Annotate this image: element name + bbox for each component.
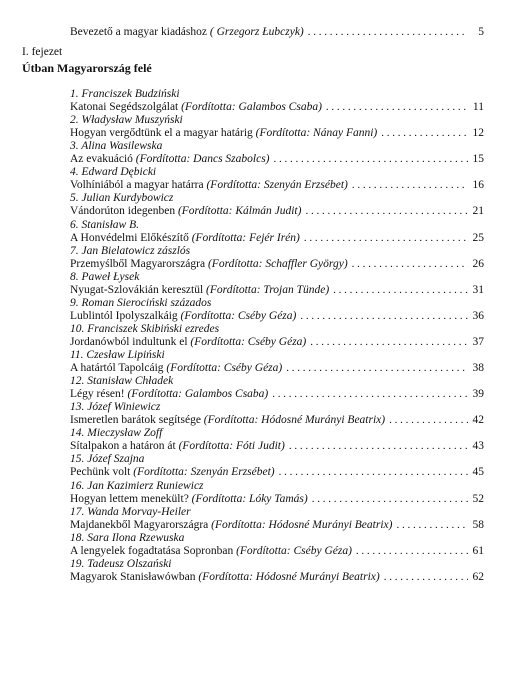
toc-entry-translator: (Fordította: Fóti Judit) [178, 440, 285, 453]
toc-entry-title: A határtól Tapolcáig [70, 362, 164, 374]
leader-dots [300, 308, 468, 324]
toc-entry-page: 21 [472, 205, 484, 218]
toc-entry-translator: (Fordította: Lóky Tamás) [191, 492, 308, 505]
toc-entry-title: Pechünk volt [70, 466, 131, 479]
toc-entry-page: 37 [472, 335, 484, 348]
toc-entry-author: 10. Franciszek Skibiński ezredes [70, 322, 220, 335]
leader-dots [308, 24, 468, 40]
toc-entry-translator: (Fordította: Cséby Géza) [166, 362, 283, 374]
toc-entry-author: 19. Tadeusz Olszański [70, 557, 172, 570]
leader-dots [352, 256, 468, 272]
chapter-title: Útban Magyarország felé [22, 61, 152, 75]
toc-entry-translator: (Fordította: Trojan Tünde) [206, 283, 330, 296]
leader-dots [326, 99, 468, 115]
leader-dots [305, 203, 468, 219]
leader-dots [356, 543, 468, 559]
toc-entry-title-block [70, 569, 380, 585]
toc-intro-title: Bevezető a magyar kiadáshoz [70, 26, 207, 38]
toc-entry-translator: (Fordította: Schaffler György) [207, 257, 348, 270]
toc-entry-title: Ismeretlen barátok segítsége [70, 414, 201, 427]
toc-entry-translator: (Fordította: Galambos Csaba) [127, 388, 269, 401]
toc-entry-page: 58 [472, 518, 484, 531]
toc-entry-author: 4. Edward Dębicki [70, 166, 157, 179]
toc-entry-translator: (Fordította: Cséby Géza) [180, 309, 297, 322]
toc-entry-author: 11. Czesław Lipiński [70, 349, 165, 361]
toc-entry-title: A Honvédelmi Előkészítő [70, 231, 189, 244]
leader-dots [396, 517, 468, 533]
toc-entry-title: Sítalpakon a határon át [70, 440, 176, 453]
toc-entry-page: 12 [472, 127, 484, 140]
toc-entry-translator: (Fordította: Fejér Irén) [191, 231, 300, 244]
toc-entry-title: Lublintól Ipolyszalkáig [70, 309, 178, 322]
toc-entry-page: 62 [472, 570, 484, 583]
toc-entry-translator: (Fordította: Dancs Szabolcs) [135, 153, 270, 166]
toc-entry-title: A lengyelek fogadtatása Sopronban [70, 544, 234, 557]
chapter-label: I. fejezet [22, 46, 63, 58]
toc-entry-title: Hogyan vergődtünk el a magyar határig [70, 127, 253, 140]
toc-entry-author: 2. Władysław Muszyński [70, 114, 183, 127]
leader-dots [312, 491, 468, 507]
toc-entry-author: 17. Wanda Morvay-Heiler [70, 505, 191, 518]
toc-entry-page: 15 [472, 153, 484, 166]
toc-entry-title: Hogyan lettem menekült? [70, 492, 189, 505]
toc-entry-author: 9. Roman Sierociński százados [70, 296, 212, 309]
toc-entry-author: 18. Sara Ilona Rzewuska [70, 531, 185, 544]
toc-entry-title: Vándorúton idegenben [70, 205, 176, 218]
toc-entry-page: 11 [472, 101, 484, 113]
toc-entry-translator: (Fordította: Hódosné Murányi Beatrix) [198, 570, 380, 583]
toc-intro-page: 5 [478, 26, 484, 38]
leader-dots [279, 464, 468, 480]
leader-dots [389, 412, 468, 428]
leader-dots [274, 151, 468, 167]
toc-entry-author: 14. Mieczysław Zoff [70, 427, 163, 440]
toc-entry-title: Nyugat-Szlovákián keresztül [70, 283, 204, 296]
toc-entry-page: 38 [472, 362, 484, 374]
leader-dots [286, 360, 468, 376]
toc-entry-page: 45 [472, 466, 484, 479]
toc-entry-page: 52 [472, 492, 484, 505]
toc-entry-title: Az evakuáció [70, 153, 133, 166]
toc-entry-title: Jordanówból indultunk el [70, 335, 188, 348]
toc-entry-title: Magyarok Stanisławówban [70, 570, 196, 583]
toc-entry-line [70, 569, 484, 585]
leader-dots [272, 386, 468, 402]
leader-dots [304, 230, 468, 246]
toc-intro-line [70, 24, 484, 40]
toc-entry-page: 31 [472, 283, 484, 296]
leader-dots [384, 569, 468, 585]
toc-entry-title: Volhíniából a magyar határra [70, 179, 204, 192]
toc-entry-translator: (Fordította: Szenyán Erzsébet) [133, 466, 275, 479]
toc-entry-title: Majdanekből Magyarországra [70, 518, 209, 531]
leader-dots [333, 282, 468, 298]
leader-dots [381, 125, 468, 141]
toc-entry-translator: (Fordította: Galambos Csaba) [181, 101, 322, 113]
toc-entry-author: 7. Jan Bielatowicz zászlós [70, 244, 191, 257]
toc-entry-page: 39 [472, 388, 484, 401]
toc-entry-translator: (Fordította: Hódosné Murányi Beatrix) [203, 414, 386, 427]
toc-entry-author: 13. Józef Winiewicz [70, 401, 161, 414]
toc-entry-author: 16. Jan Kazimierz Runiewicz [70, 479, 204, 492]
toc-entry-author: 6. Stanisław B. [70, 218, 140, 231]
leader-dots [352, 177, 468, 193]
toc-entry-page: 43 [472, 440, 484, 453]
leader-dots [289, 438, 468, 454]
toc-entry-page: 25 [472, 231, 484, 244]
toc-entry-author: 15. Józef Szajna [70, 453, 145, 466]
toc-entry-author: 1. Franciszek Budziński [70, 88, 180, 100]
toc-entry-translator: (Fordította: Szenyán Erzsébet) [206, 179, 348, 192]
toc-entry-page: 42 [472, 414, 484, 427]
toc-entry-author: 8. Paweł Łysek [70, 270, 140, 283]
toc-entry-page: 26 [472, 257, 484, 270]
toc-entry-page: 16 [472, 179, 484, 192]
toc-entry-translator: (Fordította: Cséby Géza) [190, 335, 307, 348]
toc-entry-author: 12. Stanisław Chładek [70, 375, 174, 388]
toc-entry-translator: (Fordította: Kálmán Judit) [177, 205, 302, 218]
toc-entry-author: 3. Alina Wasilewska [70, 140, 163, 153]
toc-entry-title: Légy résen! [70, 388, 125, 401]
toc-entry-title: Katonai Segédszolgálat [70, 101, 179, 113]
toc-entry-translator: (Fordította: Nánay Fanni) [255, 127, 378, 140]
toc-entry-page: 36 [472, 309, 484, 322]
toc-entry-title-block [70, 24, 304, 40]
toc-entry-translator: (Fordította: Hódosné Murányi Beatrix) [211, 518, 393, 531]
toc-entry-author: 5. Julian Kurdybowicz [70, 192, 174, 205]
toc-intro-translator: ( Grzegorz Łubczyk) [209, 26, 304, 38]
toc-entry-page: 61 [472, 544, 484, 557]
toc-entry-translator: (Fordította: Cséby Géza) [236, 544, 352, 557]
toc-entry-title: Przemyślből Magyarországra [70, 257, 206, 270]
leader-dots [310, 334, 468, 350]
